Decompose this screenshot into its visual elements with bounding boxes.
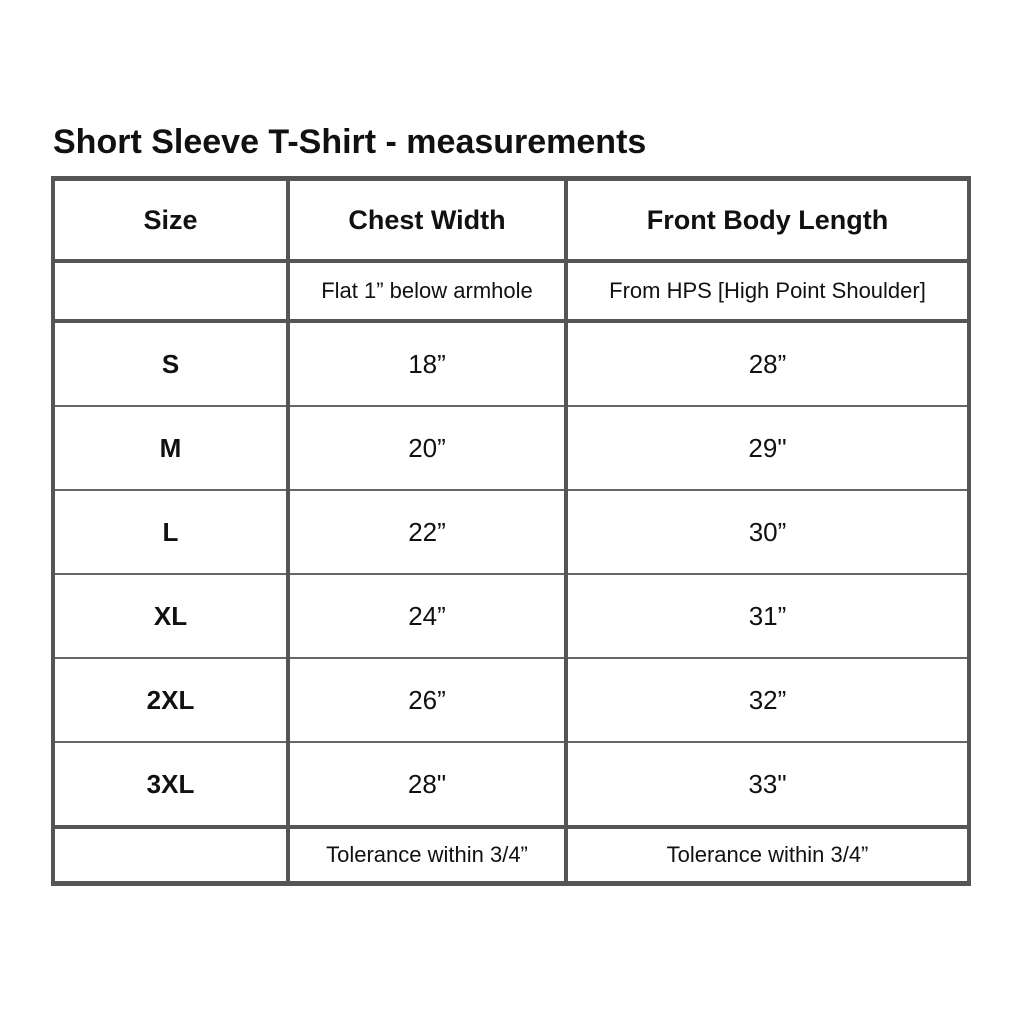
front-length-cell: 33" [566, 742, 969, 827]
note-size [53, 261, 288, 321]
size-cell: 3XL [53, 742, 288, 827]
table-row [53, 742, 969, 827]
tolerance-front-body-length: Tolerance within 3/4” [566, 827, 969, 884]
front-length-cell: 31” [566, 574, 969, 658]
chest-cell: 24” [288, 574, 566, 658]
front-length-cell: 28” [566, 321, 969, 406]
header-size: Size [53, 179, 288, 262]
header-front-body-length: Front Body Length [566, 179, 969, 262]
front-length-cell: 32” [566, 658, 969, 742]
measurement-note-row [53, 261, 969, 321]
size-cell: XL [53, 574, 288, 658]
measurements-table [51, 176, 971, 886]
front-length-cell: 30” [566, 490, 969, 574]
table-row [53, 658, 969, 742]
page-title: Short Sleeve T-Shirt - measurements [53, 123, 647, 161]
chest-cell: 22” [288, 490, 566, 574]
tolerance-size [53, 827, 288, 884]
table-header-row [53, 179, 969, 262]
header-chest-width: Chest Width [288, 179, 566, 262]
tolerance-chest-width: Tolerance within 3/4” [288, 827, 566, 884]
note-front-body-length: From HPS [High Point Shoulder] [566, 261, 969, 321]
chest-cell: 28" [288, 742, 566, 827]
chest-cell: 18” [288, 321, 566, 406]
table-row [53, 321, 969, 406]
size-cell: L [53, 490, 288, 574]
size-cell: M [53, 406, 288, 490]
size-cell: 2XL [53, 658, 288, 742]
note-chest-width: Flat 1” below armhole [288, 261, 566, 321]
table-row [53, 406, 969, 490]
chest-cell: 20” [288, 406, 566, 490]
front-length-cell: 29" [566, 406, 969, 490]
table-row [53, 490, 969, 574]
size-cell: S [53, 321, 288, 406]
chest-cell: 26” [288, 658, 566, 742]
tolerance-row [53, 827, 969, 884]
table-row [53, 574, 969, 658]
